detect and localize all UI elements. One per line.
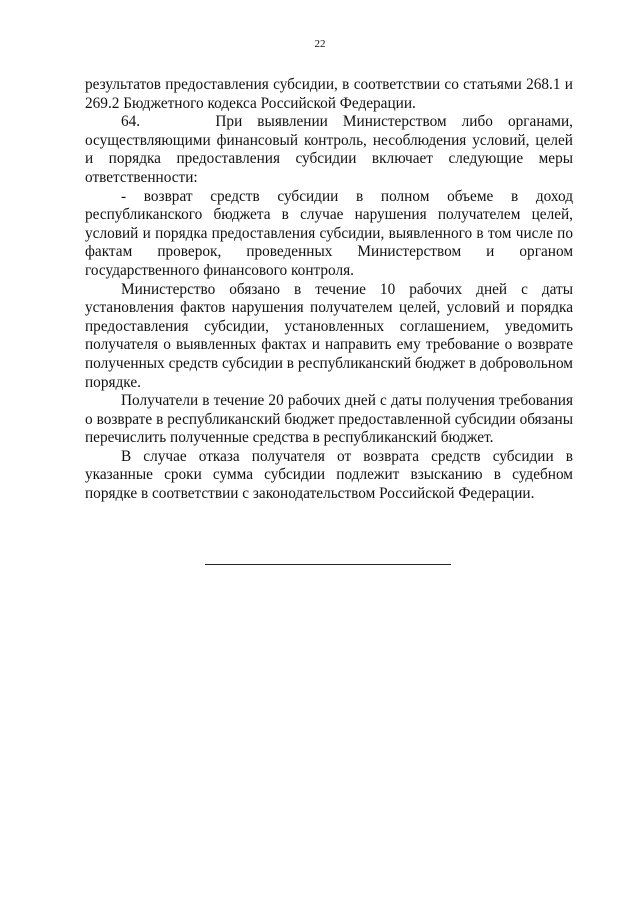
end-divider-line bbox=[205, 564, 451, 565]
paragraph-continuation: результатов предоставления субсидии, в соответствии со статьями 268.1 и 269.2 Бюджетного кодекса Российской Федерации. bbox=[85, 76, 573, 112]
paragraph-refusal: В случае отказа получателя от возврата средств субсидии в указанные сроки сумма субсидии подлежит взысканию в судебном порядке в соответствии с законодательством Российской Федерации. bbox=[85, 447, 573, 503]
document-body bbox=[85, 76, 573, 504]
paragraph-item-64: 64. При выявлении Министерством либо органами, осуществляющими финансовый контроль, несоблюдения условий, целей и порядка предоставления субсидии включает следующие меры ответственности: bbox=[85, 113, 573, 186]
paragraph-recipient-obligation: Получатели в течение 20 рабочих дней с даты получения требования о возврате в республиканский бюджет предоставленной субсидии обязаны перечислить полученные средства в республиканский бюджет. bbox=[85, 392, 573, 447]
paragraph-dash-item: - возврат средств субсидии в полном объеме в доход республиканского бюджета в случае нарушения получателем целей, условий и порядка предоставления субсидии, выявленного в том числе по фактам проверок, проведенных Министерством и органом государственного финансового контроля. bbox=[85, 187, 573, 279]
page-number: 22 bbox=[314, 38, 326, 50]
paragraph-ministry-obligation: Министерство обязано в течение 10 рабочих дней с даты установления фактов нарушения получателем целей, условий и порядка предоставления субсидии, установленных соглашением, уведомить получателя о выявленных фактах и направить ему требование о возврате полученных средств субсидии в республиканский бюджет в добровольном порядке. bbox=[85, 280, 573, 391]
